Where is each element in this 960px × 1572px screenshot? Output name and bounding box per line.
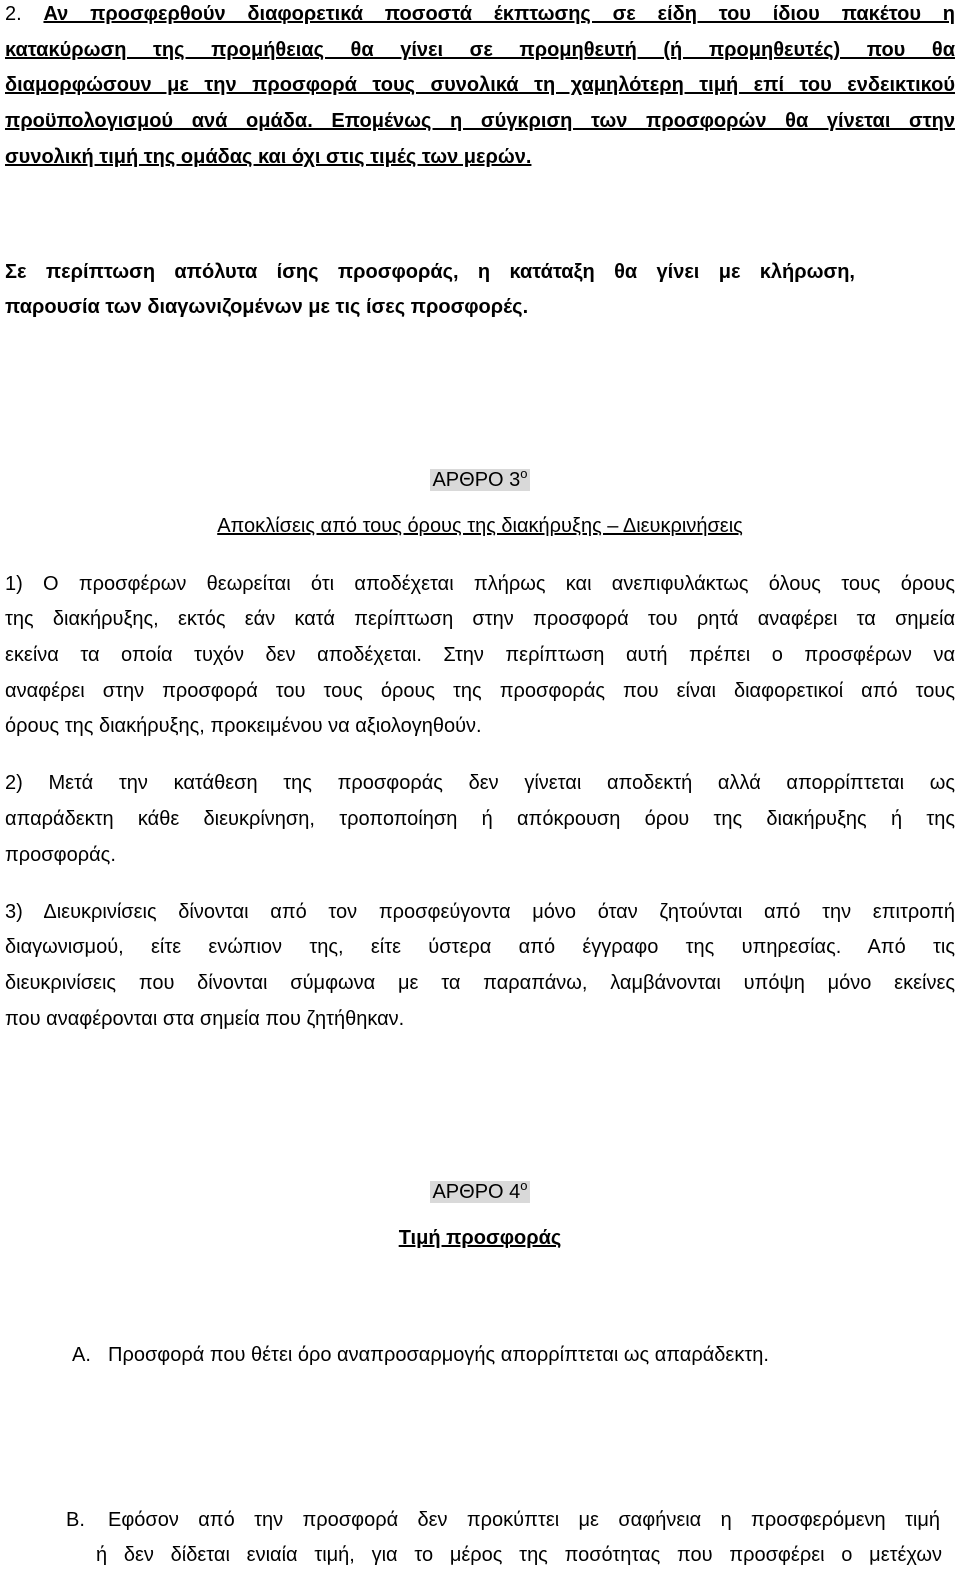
item-a-label: Α. xyxy=(72,1344,91,1366)
section-2-number: 2. xyxy=(5,3,22,25)
paragraph-line: 2) Μετά την κατάθεση της προσφοράς δεν γίνεται αποδεκτή αλλά απορρίπτεται ως xyxy=(5,772,955,794)
section-2-line-3: διαμορφώσουν με την προσφορά τους συνολικά τη χαμηλότερη τιμή επί του ενδεικτικού xyxy=(5,74,955,96)
paragraph-line: 3) Διευκρινίσεις δίνονται από τον προσφεύγοντα μόνο όταν ζητούνται από την επιτροπή xyxy=(5,901,955,923)
paragraph-line: διευκρινίσεις που δίνονται σύμφωνα με τα παραπάνω, λαμβάνονται υπόψη μόνο εκείνες xyxy=(5,972,955,994)
article-4-title: Τιμή προσφοράς xyxy=(398,1227,562,1249)
item-a-text: Προσφορά που θέτει όρο αναπροσαρμογής απορρίπτεται ως απαράδεκτη. xyxy=(108,1344,769,1366)
paragraph-line: 1) Ο προσφέρων θεωρείται ότι αποδέχεται πλήρως και ανεπιφυλάκτως όλους τους όρους xyxy=(5,573,955,595)
paragraph-line: προσφοράς. xyxy=(5,844,116,866)
item-b-line-2: ή δεν δίδεται ενιαία τιμή, για το μέρος της ποσότητας που προσφέρει ο μετέχων xyxy=(96,1544,942,1566)
item-b-label: Β. xyxy=(66,1509,85,1531)
paragraph-line: απαράδεκτη κάθε διευκρίνηση, τροποποίηση ή απόκρουση όρου της διακήρυξης ή της xyxy=(5,808,955,830)
section-2-line-4: προϋπολογισμού ανά ομάδα. Επομένως η σύγκριση των προσφορών θα γίνεται στην xyxy=(5,110,955,132)
paragraph-line: όρους της διακήρυξης, προκειμένου να αξιολογηθούν. xyxy=(5,715,482,737)
section-2-line-5: συνολική τιμή της ομάδας και όχι στις τιμές των μερών. xyxy=(5,146,532,168)
section-2-text: Αν προσφερθούν διαφορετικά ποσοστά έκπτωσης σε είδη του ίδιου πακέτου η xyxy=(43,3,956,25)
paragraph-line: της διακήρυξης, εκτός εάν κατά περίπτωση στην προσφορά του ρητά αναφέρει τα σημεία xyxy=(5,608,955,630)
tie-line-2: παρουσία των διαγωνιζομένων με τις ίσες προσφορές. xyxy=(5,296,529,318)
paragraph-line: διαγωνισμού, είτε ενώπιον της, είτε ύστερα από έγγραφο της υπηρεσίας. Από τις xyxy=(5,936,955,958)
item-b-line-1: Εφόσον από την προσφορά δεν προκύπτει με σαφήνεια η προσφερόμενη τιμή xyxy=(108,1509,940,1531)
paragraph-line: εκείνα τα οποία τυχόν δεν αποδέχεται. Στην περίπτωση αυτή πρέπει ο προσφέρων να xyxy=(5,644,955,666)
article-3-heading: ΑΡΘΡΟ $3^o$ xyxy=(432,466,528,491)
article-4-heading: ΑΡΘΡΟ $4^o$ xyxy=(432,1178,528,1203)
section-2-line-2: κατακύρωση της προμήθειας θα γίνει σε προμηθευτή (ή προμηθευτές) που θα xyxy=(5,39,955,61)
tie-line-1: Σε περίπτωση απόλυτα ίσης προσφοράς, η κατάταξη θα γίνει με κλήρωση, xyxy=(5,261,855,283)
paragraph-line: αναφέρει στην προσφορά του τους όρους της προσφοράς που είναι διαφορετικοί από τους xyxy=(5,680,955,702)
article-3-title: Αποκλίσεις από τους όρους της διακήρυξης – Διευκρινήσεις xyxy=(217,515,743,537)
section-2-line-1 xyxy=(5,2,955,26)
paragraph-line: που αναφέρονται στα σημεία που ζητήθηκαν. xyxy=(5,1008,405,1030)
